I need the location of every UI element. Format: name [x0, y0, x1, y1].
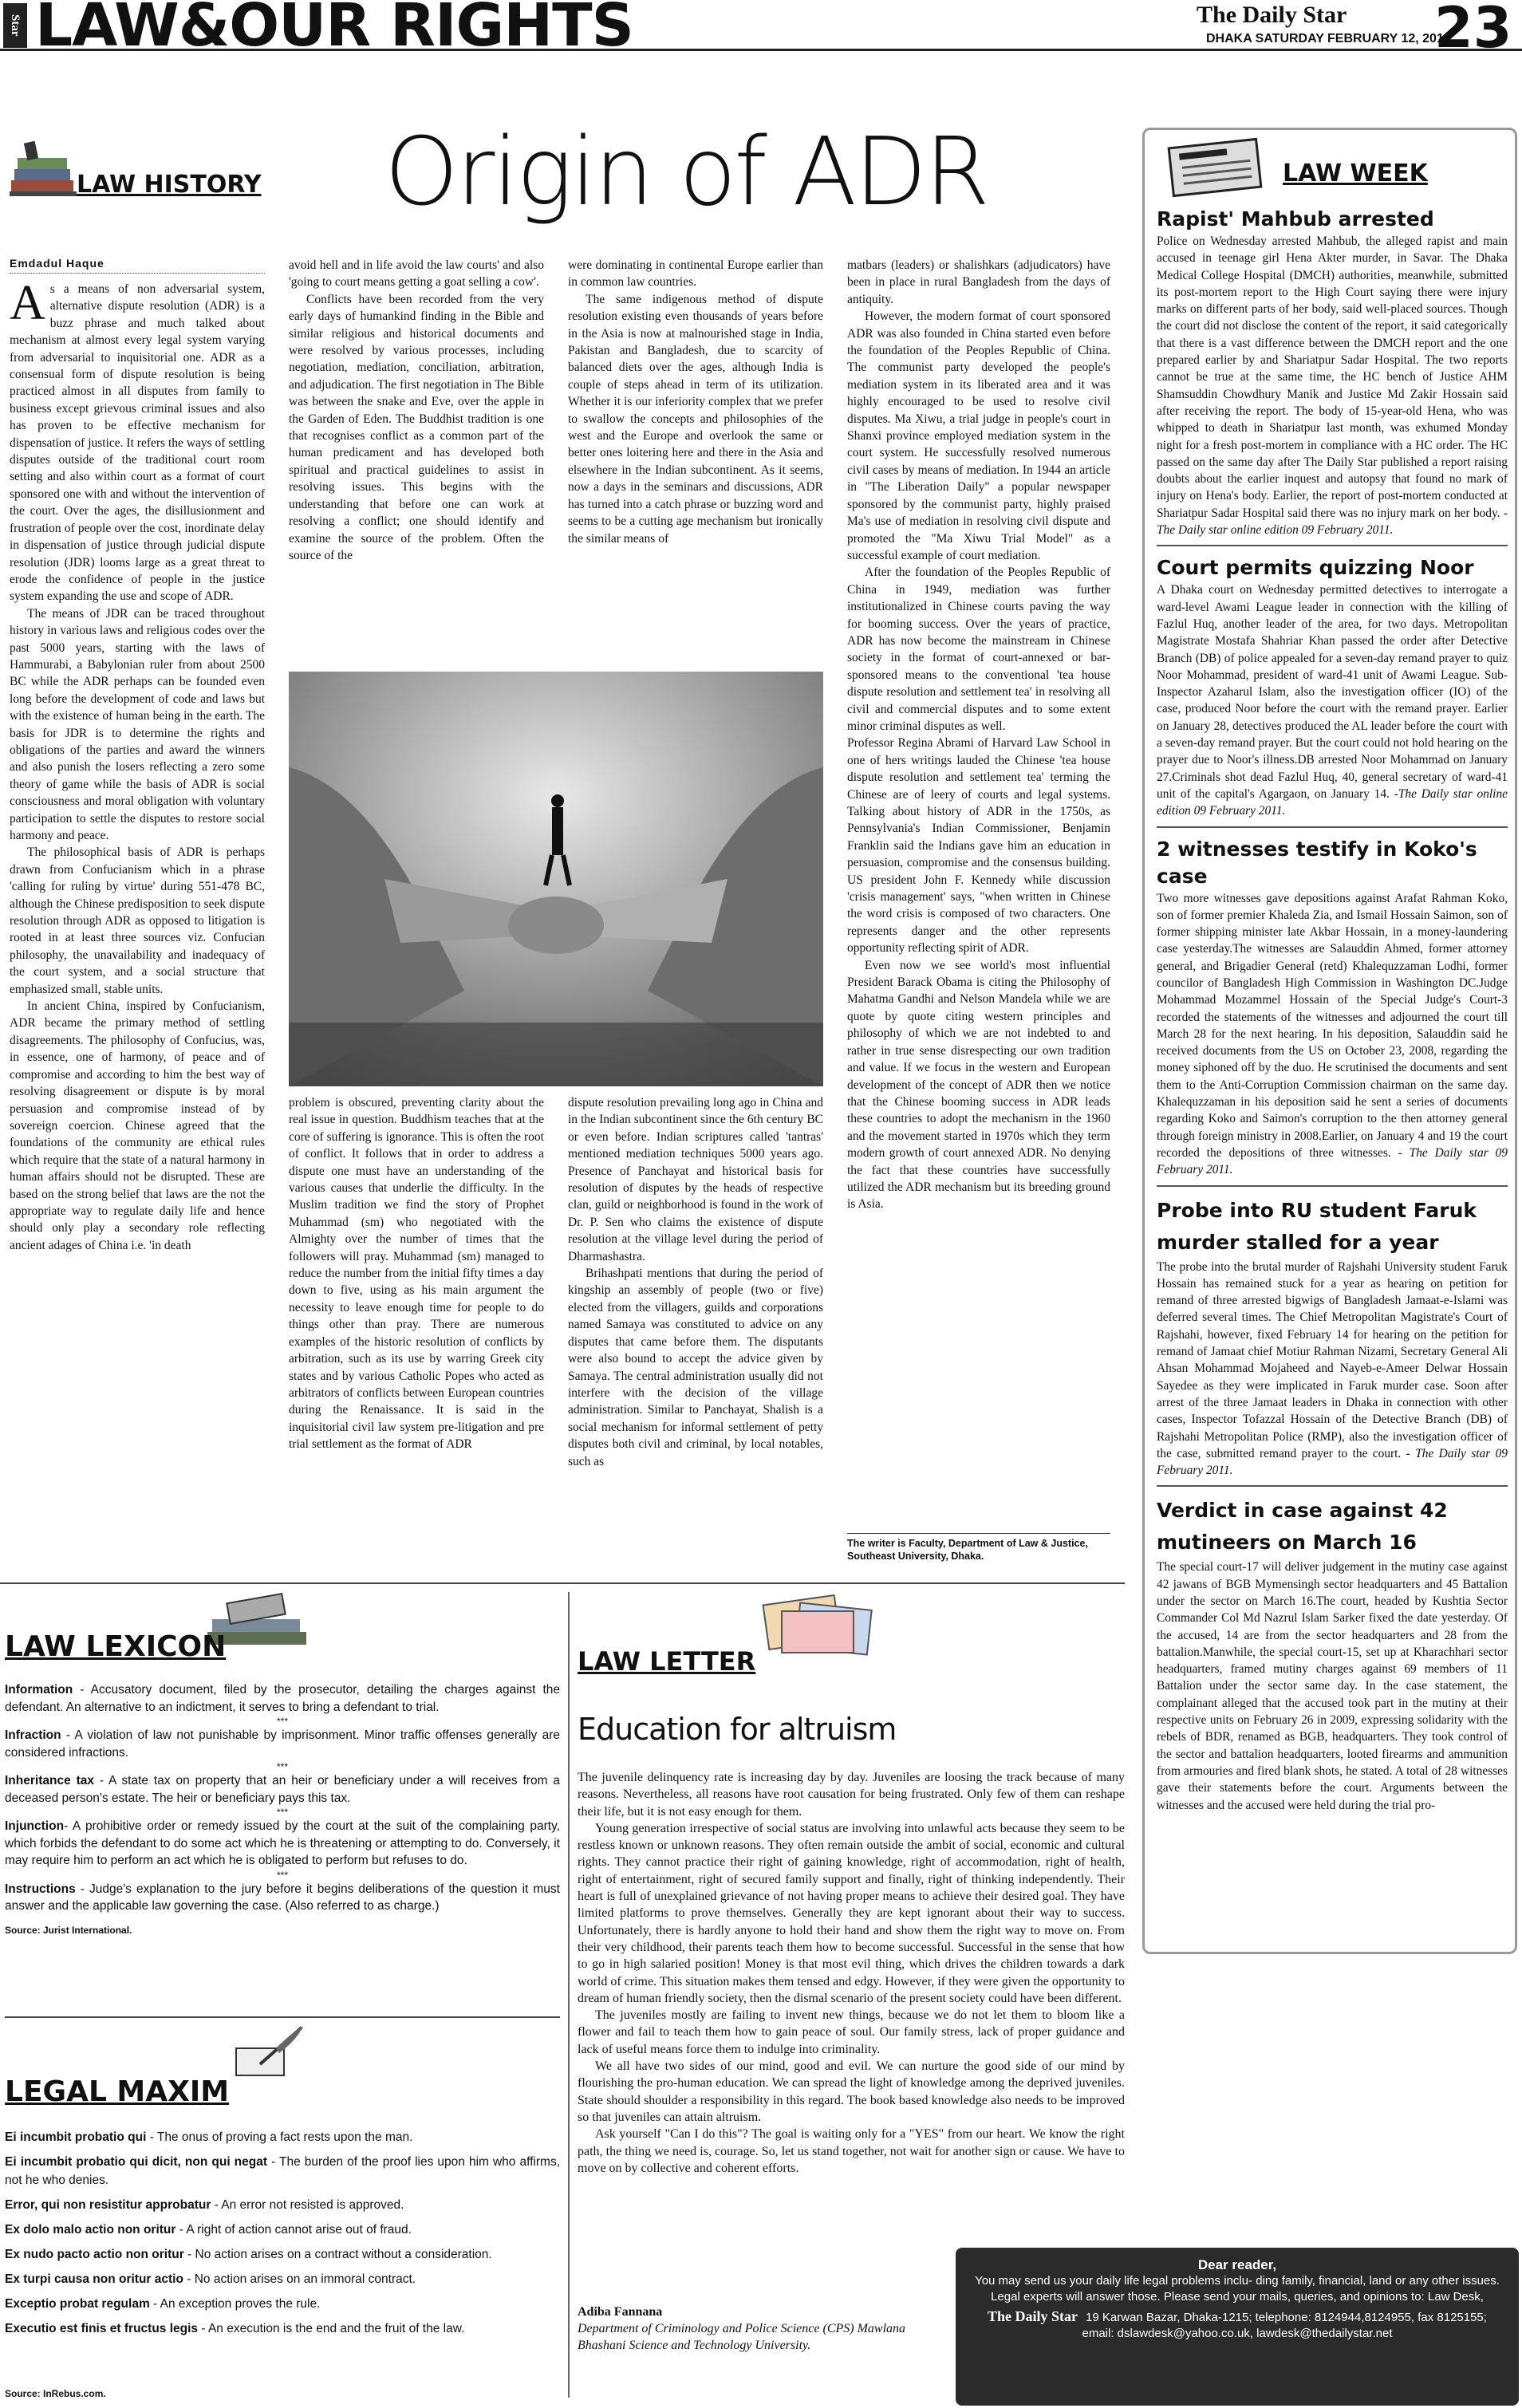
- drop-cap: A: [10, 281, 45, 330]
- reader-box-line1: You may send us your daily life legal problems inclu- ding family, financial, land or any other issues. Legal experts will answer those. Please send your mails, queries, and opinions to: Law Desk,: [975, 2274, 1500, 2304]
- news-body: The probe into the brutal murder of Rajshahi University student Faruk Hossain has remained stuck for a year as hearing on petition for remand of three arrested bigwigs of Bangladesh Jamaat-e-Islami was deferred several times. The Chief Metropolitan Magistrate's Court of Rajshahi, however, fixed February 14 for hearing on the petition for remand of Jamaat chief Motiur Rahman Nizami, Secretary General Ali Ahsan Mohammad Mojaheed and Nayeb-e-Ameer Delwar Hossain Sayedee as they were implicated in Faruk murder case. Soon after arrest of the three Jamaat leaders in Dhaka in connection with other cases, Inspector Tofazzal Hossain of the Detective Branch (DB) of Rajshahi Metropolitan Police (RMP), also the investigation officer of the case, submitted remand prayer to the court. - The Daily star 09 February 2011.: [1157, 1259, 1508, 1478]
- news-title: Verdict in case against 42 mutineers on March 16: [1157, 1499, 1448, 1555]
- byline: Emdadul Haque: [10, 257, 265, 274]
- news-title: Court permits quizzing Noor: [1157, 556, 1474, 580]
- lexicon-entry: Infraction - A violation of law not punishable by imprisonment. Minor traffic offenses generally are considered infractions.: [5, 1728, 560, 1760]
- news-body: A Dhaka court on Wednesday permitted detectives to interrogate a ward-level Awami League leader in connection with the killing of Fazlul Huq, another leader of the area, for two days. Metropolitan Magistrate Mostafa Shahriar Khan passed the order after Detective Branch (DB) of police appealed for a seven-day remand prayer to quiz Noor Mohammad, president of ward-41 unit of Awami League. Sub-Inspector Azaharul Islam, also the investigation officer (IO) of the case, produced Noor before the court with the remand prayer. Earlier on January 28, detectives produced the AL leader before the court with a seven-day remand prayer. But the court could not hold hearing on the prayer due to Noor's illness.DB arrested Noor Mohammad on January 27.Criminals shot dead Fazlul Huq, 40, general secretary of ward-41 unit of the capital's Agargaon, on January 14. -The Daily star online edition 09 February 2011.: [1157, 583, 1508, 818]
- reader-box-title: Dear reader,: [1197, 2257, 1277, 2272]
- letter-kicker: LAW LETTER: [578, 1646, 756, 1677]
- news-body: Two more witnesses gave depositions against Arafat Rahman Koko, son of former premier Khaleda Zia, and Ismail Hossain Saimon, son of former shipping minister late Akbar Hossain, in a money-laundering case yesterday.The witnesses are Salauddin Ahmed, former attorney general, and Brigadier General (retd) Khalequzzaman Lodhi, former councilor of Bangladesh High Commission in Washington DC.Judge Mohammad Mozammel Hossain of the Special Judge's Court-3 recorded the statements of the witnesses and adjourned the court till March 28 for the next hearing. In his deposition, Salauddin said he received documents from the US on October 23, 2008, regarding the money siphoned off by the duo. He scrutinised the documents and sent them to the Anti-Corruption Commission chairman on the same day. Khalequzzaman in his deposition said he sent a series of documents regarding Koko and Saimon's corruption to the then attorney general through foreign ministry in 2008.Earlier, on January 4 and 19 the court recorded the depositions of three witnesses. - The Daily star 09 February 2011.: [1157, 891, 1508, 1177]
- page-number: 23: [1434, 0, 1512, 61]
- maxim-entry: Ex turpi causa non oritur actio - No action arises on an immoral contract.: [5, 2272, 416, 2286]
- letter-affiliation: Department of Criminology and Police Science (CPS) Mawlana Bhashani Science and Technology University.: [578, 2322, 906, 2352]
- lexicon-kicker: LAW LEXICON: [5, 1630, 227, 1663]
- law-week-content: [1157, 206, 1508, 1933]
- maxim-source: Source: InRebus.com.: [5, 2388, 106, 2399]
- section-divider: [0, 1582, 1125, 1584]
- section-divider: [5, 2016, 560, 2018]
- news-title: Probe into RU student Faruk murder stalled for a year: [1157, 1198, 1477, 1254]
- article-column-2-bottom: problem is obscured, preventing clarity about the real issue in question. Buddhism teaches that at the core of suffering is ignorance. This is often the root of conflict. It follows that in order to address a dispute one must have an understanding of the various causes that underlie the difficulty. In the Muslim tradition we find the story of Prophet Muhammad (sm) who negotiated with the Almighty over the number of times that the followers will pray. Muhammad (sm) managed to reduce the number from the initial fifty times a day down to five, using as his main argument the necessity to leave enough time for people to do things other than pray. There are numerous examples of the historic resolution of conflicts by arbitration, such as its use by warring Greek city states and by various Catholic Popes who acted as arbitrators of conflicts between European countries during the Renaissance. It is said in the inquisitorial civil law system pre-litigation and pre trial settlement as the format of ADR: [289, 1096, 544, 1452]
- maxim-entry: Exceptio probat regulam - An exception proves the rule.: [5, 2297, 321, 2311]
- law-week-kicker: LAW WEEK: [1283, 160, 1428, 187]
- books-icon: [10, 134, 81, 203]
- reader-box-logo: The Daily Star: [988, 2308, 1078, 2324]
- lexicon-entry: Instructions - Judge's explanation to the jury before it begins deliberations of the question it must answer and the applicable law governing the case. (Also referred to as charge.): [5, 1882, 560, 1913]
- star-logo: Star: [3, 3, 27, 48]
- letter-signature: [578, 2304, 952, 2354]
- maxim-entry: Executio est finis et fructus legis - An execution is the end and the fruit of the law.: [5, 2322, 465, 2335]
- news-title: Rapist' Mahbub arrested: [1157, 207, 1434, 231]
- article-column-2-top: avoid hell and in life avoid the law courts' and also 'going to court means getting a goat selling a cow'. Conflicts have been recorded from the very early days of humankind finding in the Bible and similar religious and historical documents and were resolved by various processes, including negotiation, mediation, conciliation, arbitration, and adjudication. The first negotiation in The Bible was between the snake and Eve, over the apple in the Garden of Eden. The Buddhist tradition is one that recognises conflict as a common part of the human predicament and has developed both spiritual and practical guidelines to assist in resolving issues. This begins with the understanding that before one can work at resolving a conflict; one should identify and examine the source of the problem. Often the source of the: [289, 258, 544, 562]
- lexicon-source: Source: Jurist International.: [5, 1924, 132, 1936]
- masthead: The Daily Star: [1197, 2, 1347, 28]
- news-body: Police on Wednesday arrested Mahbub, the alleged rapist and main accused in teenage girl Hena Akter murder, in Savar. The Dhaka Medical College Hospital (DMCH) authorities, meanwhile, submitted its post-mortem report to the High Court saying there were injury marks on different parts of her body, said well-placed sources. Though the court did not disclose the content of the report, it said categorically that there is a vast difference between the DMCH report and the one prepared earlier by and Shariatpur Sadar Hospital. The two reports cannot be true at the same time, the HC bench of Justice AHM Shamsuddin Chowdhury Manik and Justice Md Zakir Hossain said after receiving the report. The body of 15-year-old Hena, who was whipped to death in Shariatpur last month, was exhumed Monday night for a fresh post-mortem in compliance with a HC order. The HC passed on the same day after The Daily Star published a report raising doubts about the earlier inquest and autopsy that found no mark of injury on Hena's body. Earlier, the report of post-mortem conducted at Shariatpur Sadar Hospital said there was no injury mark on her body. -The Daily star online edition 09 February 2011.: [1157, 234, 1508, 538]
- newspaper-icon: [1163, 136, 1275, 198]
- maxim-entry: Ei incumbit probatio qui dicit, non qui negat - The burden of the proof lies upon him who affirms, not he who denies.: [5, 2155, 561, 2187]
- article-column-4: matbars (leaders) or shalishkars (adjudicators) have been in place in rural Bangladesh from the days of antiquity. However, the modern format of court sponsored ADR was also founded in China started even before the foundation of the Peoples Republic of China. The communist party developed the people's mediation system in its liberated area and it was highly encouraged to be used to resolve civil disputes. Ma Xiwu, a trial judge in people's court in Shanxi province employed mediation system in the court system. He successfully resolved numerous civil cases by means of mediation. In 1944 an article in "The Liberation Daily" a popular newspaper sponsored by the communist party, highly praised Ma's use of mediation in resolving civil dispute and promoted the "Ma Xiwu Trial Model" as a successful example of court mediation. After the foundation of the Peoples Republic of China in 1949, mediation was further institutionalized in Chinese courts paving the way for booming success. Over the years of practice, ADR has now become the mainstream in Chinese society in the format of court-annexed or bar-sponsored means to the conventional 'tea house dispute resolution and settlement tea' in resolving all civil and commercial disputes and to some extent minor criminal disputes as well. Professor Regina Abrami of Harvard Law School in one of hers writings lauded the Chinese 'tea house dispute resolution and settlement tea' terming the Chinese are of leery of courts and legal systems. Talking about history of ADR in the 1750s, as Pennsylvania's Indian Commissioner, Benjamin Franklin said the Indians gave him an education in persuasion, compromise and the consensus building. US president John F. Kennedy while discussion 'crisis management' says, "when written in Chinese the word crisis is composed of two characters. One represents danger and the other represents opportunity reflecting spirit of ADR. Even now we see world's most influential President Barack Obama is citing the Philosophy of Mahatma Gandhi and Nelson Mandela while we are quote by quote citing western principles and philosophy of which we are not indebted to and rather in true sense disrespecting our own tradition and value. If we focus in the western and European development of the concept of ADR then we notice that the Chinese booming success in ADR leads these countries to adopt the mechanism in the 1960 and the movement started in 1970s which they term modern growth of court annexed ADR. No denying the fact that these countries have successfully utilized the ADR mechanism but its breeding ground is Asia.: [847, 258, 1110, 1212]
- reader-box-line2[interactable]: 19 Karwan Bazar, Dhaka-1215; telephone: 8124944,8124955, fax 8125155; email: dslawdesk@yahoo.co.uk, lawdesk@thedailystar.net: [1082, 2311, 1487, 2340]
- quill-icon: [228, 2024, 308, 2080]
- lexicon-entries: Information - Accusatory document, filed by the prosecutor, detailing the charges against the defendant. An alternative to an indictment, it serves to bring a defendant to trial. *** Infraction - A violation of law not punishable by imprisonment. Minor traffic offenses generally are considered infractions. *** Inheritance tax - A state tax on property that an heir or beneficiary under a will receives from a deceased person's estate. The heir or beneficiary pays this tax. *** Injunction- A prohibitive order or remedy issued by the court at the suit of the complaining party, which forbids the defendant to do some act which he is threatening or attempting to do. Conversely, it may require him to perform an act which he is obligated to perform but refuses to do. *** Instructions - Judge's explanation to the jury before it begins deliberations of the question it must answer and the applicable law governing the case. (Also referred to as charge.) Source: Jurist International.: [5, 1683, 560, 1936]
- lexicon-entry: Inheritance tax - A state tax on property that an heir or beneficiary under a will receives from a deceased person's estate. The heir or beneficiary pays this tax.: [5, 1774, 560, 1805]
- article-column-1: As a means of non adversarial system, alternative dispute resolution (ADR) is a buzz phrase and much talked about mechanism at almost every legal system varying from adversarial to inquisitorial one. ADR as a consensual form of dispute resolution is being practiced almost in all disputes from family to business except grievous criminal issues and also has proven to be effective mechanism for dispensation of justice. It refers the ways of settling disputes outside of the traditional court room setting and also within court as a format of court sponsored one with and without the intervention of the court. Over the ages, the disillusionment and frustration of people over the cost, inordinate delay in dispensation of justice through judicial dispute resolution (JDR) looms large as a great threat to erode the confidence of people in the justice system expanding the use and scope of ADR. The means of JDR can be traced throughout history in various laws and religious codes over the past 5000 years, starting with the laws of Hammurabi, a Babylonian ruler from about 2500 BC while the ADR perhaps can be founded even long before the development of code and laws but with the existence of human being in the earth. The basis for JDR is to determine the rights and obligations of the parties and award the winners and also punish the losers reflecting a zero some theory of game while the basis of ADR is social consciousness and moral obligation with voluntary participation to settle the disputes to restore social harmony and peace. The philosophical basis of ADR is perhaps drawn from Confucianism which in a phrase 'calling for ruling by virtue' during 551-478 BC, although the Chinese predisposition to seek dispute resolution through ADR as opposed to litigation is rooted in at least three sources viz. Confucian philosophy, the unavailability and inadequacy of the court system, and a social structure that emphasized small, stable units. In ancient China, inspired by Confucianism, ADR became the primary method of settling disagreements. The philosophy of Confucius, was, in essence, one of harmony, of peace and of compromise and according to him the best way of resolving disagreement or dispute is by moral persuasion and compromise instead of by sovereign coercion. Chinese agreed that the foundations of the community are ethical rules which require that the state of a natural harmony in human affairs should not be disrupted. These are based on the strong belief that laws are the not the appropriate way to regulate daily life and hence should only play a secondary role reflecting ancient adages of China i.e. 'in death: [10, 281, 265, 1252]
- maxim-entry: Ex nudo pacto actio non oritur - No action arises on a contract without a consideration.: [5, 2248, 492, 2261]
- reader-contact-box: [956, 2248, 1519, 2406]
- section-title: LAW&OUR RIGHTS: [35, 0, 633, 60]
- handshake-illustration: [289, 672, 823, 1086]
- lexicon-entry: Injunction- A prohibitive order or remedy issued by the court at the suit of the complaining party, which forbids the defendant to do some act which he is threatening or attempting to do. Conversely, it may require him to perform an act which he is obligated to perform but refuses to do.: [5, 1819, 560, 1867]
- lexicon-entry: Information - Accusatory document, filed by the prosecutor, detailing the charges against the defendant. An alternative to an indictment, it serves to bring a defendant to trial.: [5, 1683, 560, 1714]
- writer-note: The writer is Faculty, Department of Law & Justice, Southeast University, Dhaka.: [847, 1533, 1110, 1563]
- column-rule: [568, 1592, 570, 2398]
- article-title: Origin of ADR: [384, 116, 988, 227]
- maxim-entry: Error, qui non resistitur approbatur - An error not resisted is approved.: [5, 2198, 404, 2212]
- article-column-3-bottom: dispute resolution prevailing long ago in China and in the Indian subcontinent since the 6th century BC or even before. Indian scriptures called 'tantras' mentioned mediation techniques 5000 years ago. Presence of Panchayat and historical basis for resolution of disputes by the heads of respective clan, guild or neighborhood is found in the work of Dr. P. Sen who claims the existence of dispute resolution at the village level during the period of Dharmashastra. Brihashpati mentions that during the period of kingship an assembly of people (two or five) elected from the villagers, guilds and corporations named Samaya was constituted to advice on any disputes that came before them. The disputants were also bound to accept the advice given by Samaya. The central administration usually did not interfere with the decision of the village administration. Similar to Panchayat, Shalish is a social mechanism for informal settlement of petty disputes both civil and criminal, by local notables, such as: [568, 1096, 823, 1468]
- dateline: DHAKA SATURDAY FEBRUARY 12, 2011: [1206, 32, 1450, 45]
- letters-icon: [750, 1592, 893, 1656]
- maxim-kicker: LEGAL MAXIM: [5, 2075, 230, 2108]
- news-body: The special court-17 will deliver judgement in the mutiny case against 42 jawans of BGB Mymensingh sector headquarters and 45 Battalion under the sector on March 16.The court, headed by Kushtia Sector Commander Col Md Nazrul Islam Sarker fixed the date yesterday. Of the accused, 14 are from the sector headquarters and 28 from the battalion.Manwhile, the special court-15, set up at Kharachhari sector headquarters, framed mutiny charges against 69 members of 11 Battalion under the sector same day. In the case statement, the complainant alleged that the accused took part in the mutiny at their respective units on February 26 in 2009, expressing solidarity with the rebels of BDR, renamed as BGB, headquarters. They took control of the sector and battalion headquarters, looted firearms and ammunition from armouries and fired blank shots, he stated. A total of 28 witnesses gave their statements before the court. Arguments between the witnesses and the accused were held during the trial pro-: [1157, 1560, 1508, 1812]
- letter-body: The juvenile delinquency rate is increasing day by day. Juveniles are loosing the track because of many reasons. Nevertheless, all reasons have root causation for being frustrated. Only few of them can reshape their life, but it is not easy enough for them. Young generation irrespective of social status are involving into unlawful acts because they seem to be restless known or unknown reasons. They often remain outside the ambit of social, economic and cultural rights. They cannot practice their right of gaining knowledge, right of accommodation, right of health, right of entertainment, right of secured family support and finally, right of thinking independently. Their heart is full of unexplained grievance of not having proper means to achieve their desired goal. They have limited platforms to prove themselves. Generally they are kept ignorant about their way to success. Unfortunately, there is hardly anyone to hold their hand and show them the right way to move on. From their very childhood, their parents teach them how to become successful. Successful in the sense that how to go in high salaried position! Money is that most evil thing, which drives the children towards a dark world of crime. This situation makes them tensed and edgy. However, if they were given the opportunity to dream of human friendly society, then the dismal scenario of the present society could have been different. The juveniles mostly are failing to invent new things, because we do not let them to bloom like a flower and fail to teach them how to gain peace of soul. Our family stress, lack of proper guidance and lack of useful means force them to indulge into criminality. We all have two sides of our mind, good and evil. We can nurture the good side of our mind by flourishing the pro-human education. We can spread the light of knowledge among the deprived juveniles. State should shoulder a responsibility in this regard. The book based knowledge also needs to be improved so that juveniles can attain altruism. Ask yourself "Can I do this"? The goal is waiting only for a "YES" from our heart. We know the right path, the thing we need is, courage. So, let us stand together, not wait for another sign or cause. We have to move on by collective and coherent efforts.: [578, 1771, 1125, 2175]
- maxim-entry: Ei incumbit probatio qui - The onus of proving a fact rests upon the man.: [5, 2130, 413, 2144]
- maxim-entry: Ex dolo malo actio non oritur - A right of action cannot arise out of fraud.: [5, 2223, 412, 2237]
- article-kicker: LAW HISTORY: [77, 171, 262, 199]
- article-column-3-top: were dominating in continental Europe earlier than in common law countries. The same indigenous method of dispute resolution existing even thousands of years before in the Asia is now at malnourished stage in India, Pakistan and Bangladesh, due to scarcity of balanced diets over the ages, although India is couple of steps ahead in term of its utilization. Whether it is our inferiority complex that we prefer to swallow the concepts and philosophies of the west and the Europe and overlook the same or better ones loitering here and there in the Asia and elsewhere in the Indian subcontinent. As it seems, now a days in the seminars and discussions, ADR has turned into a catch phrase or buzzing word and seems to be a cutting age mechanism but ironically the similar means of: [568, 258, 823, 546]
- news-title: 2 witnesses testify in Koko's case: [1157, 837, 1477, 888]
- maxim-entries: [5, 2128, 560, 2344]
- letter-title: Education for altruism: [578, 1712, 897, 1747]
- letter-author: Adiba Fannana: [578, 2305, 663, 2319]
